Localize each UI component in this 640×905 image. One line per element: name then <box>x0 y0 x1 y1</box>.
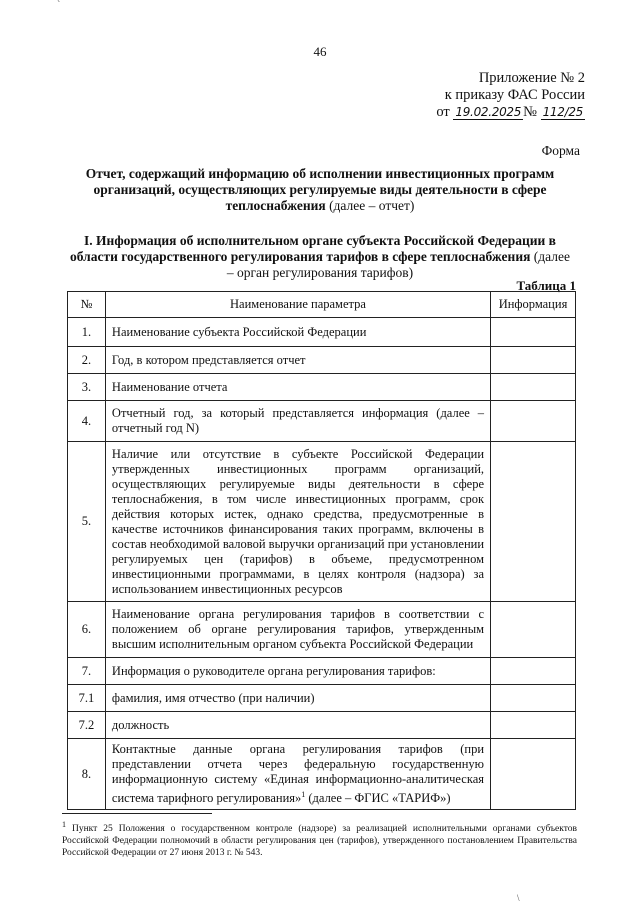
row-information-cell <box>491 442 576 602</box>
scan-mark-bottom: \ <box>517 893 520 903</box>
row-parameter <box>105 739 490 810</box>
table-row <box>68 739 576 810</box>
row-information-cell <box>491 347 576 374</box>
table-row <box>68 712 576 739</box>
row-parameter: Отчетный год, за который представляется информация (далее – отчетный год N) <box>105 401 490 442</box>
row-information-cell <box>491 712 576 739</box>
row-number: 5. <box>68 442 106 602</box>
report-title <box>80 166 560 214</box>
row-number: 7. <box>68 658 106 685</box>
row-information-cell <box>491 374 576 401</box>
table-row <box>68 318 576 347</box>
row-number: 6. <box>68 602 106 658</box>
scan-mark: ` <box>57 0 61 11</box>
footnote-text: Пункт 25 Положения о государственном контроле (надзоре) за реализацией исполнительными органами субъектов Российской Федерации полномочий в области регулирования цен (тарифов), утвержденного постановлением Правительства Российской Федерации от 27 июня 2013 г. № 543. <box>62 824 577 859</box>
table-header-row <box>68 292 576 318</box>
order-date: 19.02.2025 <box>455 105 522 119</box>
row-number: 3. <box>68 374 106 401</box>
header-parameter-name: Наименование параметра <box>105 292 490 318</box>
row-parameter: Наименование органа регулирования тарифов в соответствии с положением об органе регулирования тарифов, утвержденным высшим исполнительным органом субъекта Российской Федерации <box>105 602 490 658</box>
row-information-cell <box>491 739 576 810</box>
section-heading-bold: I. Информация об исполнительном органе субъекта Российской Федерации в области государственного регулирования тарифов в сфере теплоснабжения <box>70 233 556 264</box>
report-title-suffix: (далее – отчет) <box>325 198 415 213</box>
section-heading-suffix: (далее – орган регулирования тарифов) <box>226 249 570 280</box>
row-parameter-tail: (далее – ФГИС «ТАРИФ») <box>305 791 451 806</box>
row-parameter-text: Контактные данные органа регулирования тарифов (при представлении отчета через федеральную государственную информационную систему «Единая информационно-аналитическая система тарифного регулирования» <box>111 741 485 806</box>
table-row <box>68 374 576 401</box>
row-parameter: Год, в котором представляется отчет <box>105 347 490 374</box>
appendix-header <box>385 70 585 121</box>
row-number: 8. <box>68 739 106 810</box>
table-row <box>68 401 576 442</box>
page-number: 46 <box>313 44 327 59</box>
section-heading <box>70 233 570 281</box>
row-information-cell <box>491 318 576 347</box>
header-number: № <box>68 292 106 318</box>
row-information-cell <box>491 401 576 442</box>
order-prefix: от <box>436 104 450 120</box>
table-row <box>68 685 576 712</box>
order-date-number <box>385 104 585 121</box>
table-row <box>68 347 576 374</box>
row-information-cell <box>491 602 576 658</box>
row-number: 4. <box>68 401 106 442</box>
appendix-order-ref: к приказу ФАС России <box>444 87 585 103</box>
footnote-divider <box>62 813 212 814</box>
form-label: Форма <box>541 143 580 158</box>
footnote-reference: 1 <box>301 789 306 799</box>
parameters-table <box>67 291 576 810</box>
row-information-cell <box>491 658 576 685</box>
footnote-marker: 1 <box>62 820 66 829</box>
table-row <box>68 442 576 602</box>
row-parameter: фамилия, имя отчество (при наличии) <box>105 685 490 712</box>
row-parameter: Наименование субъекта Российской Федерации <box>105 318 490 347</box>
table-row <box>68 658 576 685</box>
row-information-cell <box>491 685 576 712</box>
row-parameter: Наименование отчета <box>105 374 490 401</box>
row-number: 7.2 <box>68 712 106 739</box>
order-number: 112/25 <box>542 105 583 119</box>
table-label: Таблица 1 <box>516 278 576 293</box>
row-parameter: Информация о руководителе органа регулирования тарифов: <box>105 658 490 685</box>
row-number: 1. <box>68 318 106 347</box>
appendix-title: Приложение № 2 <box>478 70 585 86</box>
order-number-label: № <box>523 104 537 120</box>
row-number: 7.1 <box>68 685 106 712</box>
row-parameter: должность <box>105 712 490 739</box>
footnote <box>62 819 577 859</box>
table-row <box>68 602 576 658</box>
header-information: Информация <box>491 292 576 318</box>
row-number: 2. <box>68 347 106 374</box>
report-title-bold: Отчет, содержащий информацию об исполнении инвестиционных программ организаций, осуществляющих регулируемые виды деятельности в сфере теплоснабжения <box>85 166 555 213</box>
row-parameter: Наличие или отсутствие в субъекте Российской Федерации утвержденных инвестиционных программ организаций, осуществляющих регулируемые виды деятельности в сфере теплоснабжения, в том числе инвестиционных программ, срок действия которых истек, однако средства, предусмотренные в качестве источников финансирования таких программ, включены в состав необходимой валовой выручки организаций при установлении регулируемых цен (тарифов) в объеме, предусмотренном инвестиционными программами, в целях контроля (надзора) за использованием инвестиционных ресурсов <box>105 442 490 602</box>
